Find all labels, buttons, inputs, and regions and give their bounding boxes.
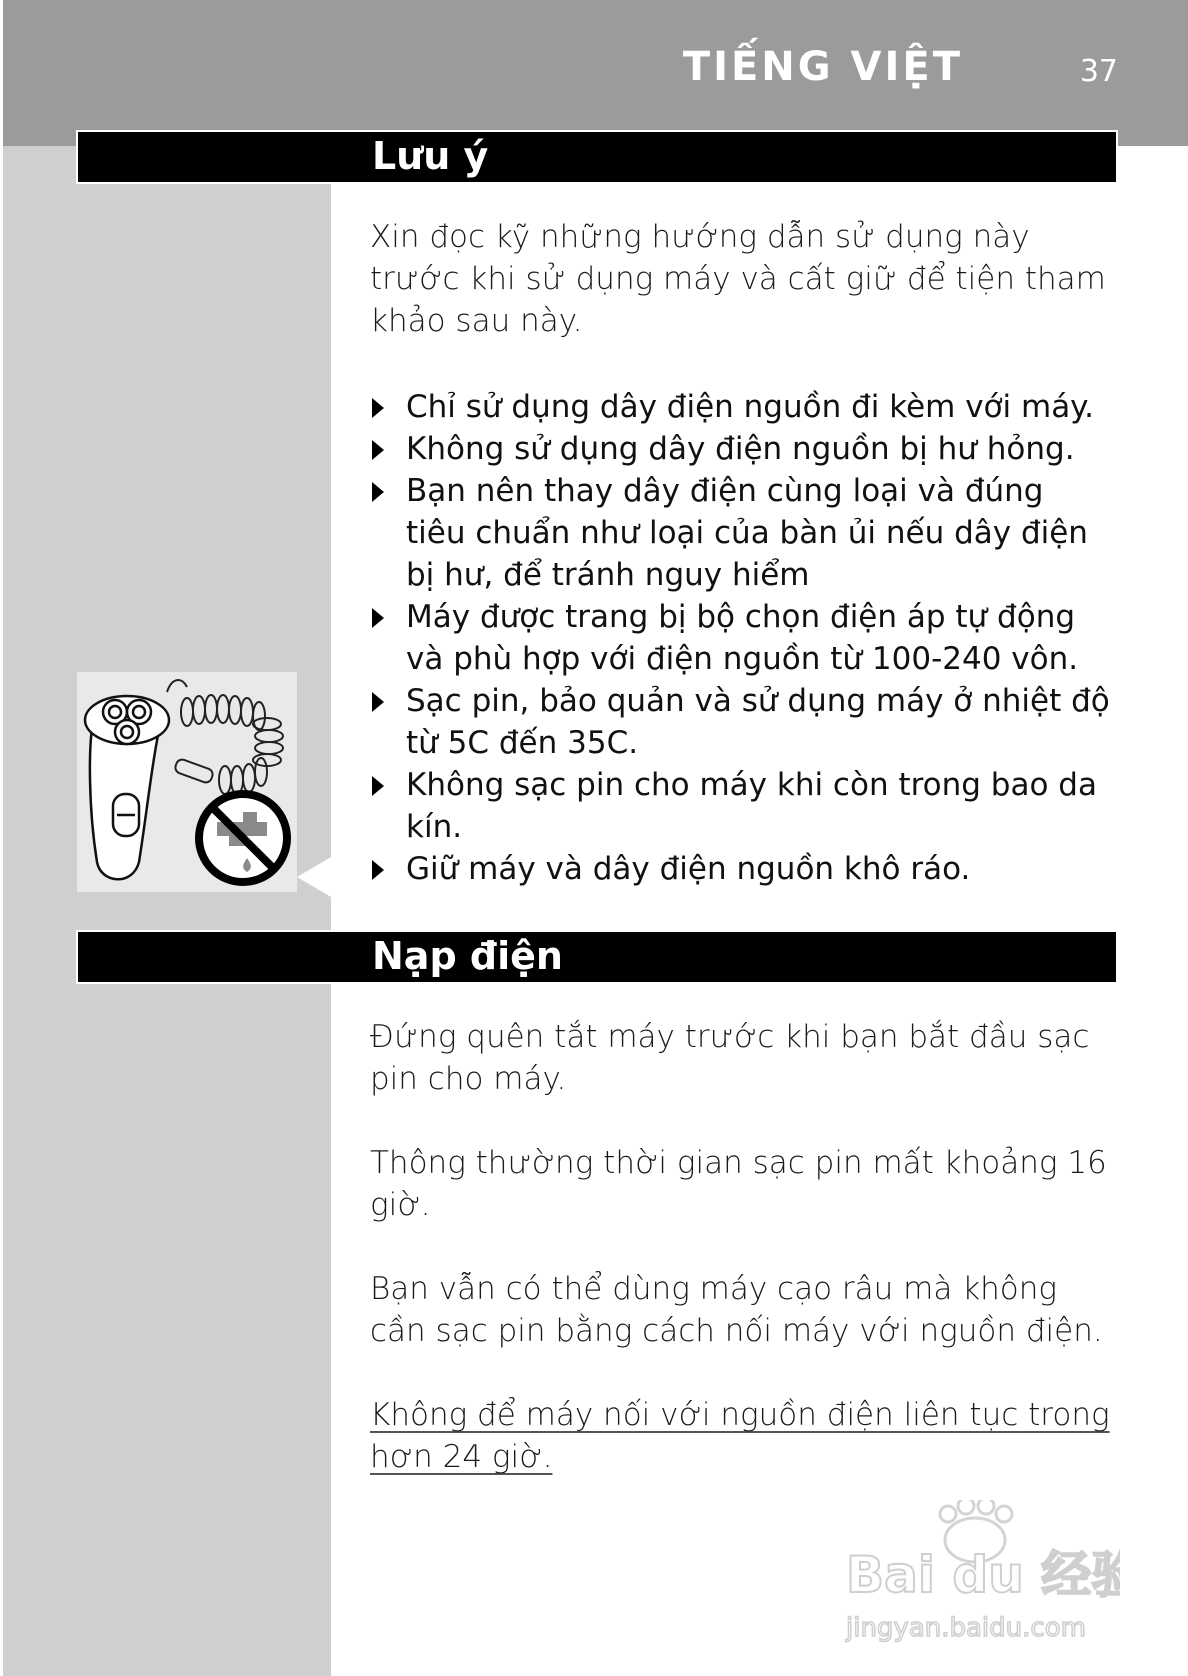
charging-paragraph-3: Bạn vẫn có thể dùng máy cạo râu mà không cần sạc pin bằng cách nối máy với nguồn điện. <box>370 1271 1103 1349</box>
list-item: Bạn nên thay dây điện cùng loại và đúng tiêu chuẩn như loại của bàn ủi nếu dây điện bị hư, để tránh nguy hiểm <box>370 470 1110 596</box>
paw-icon <box>840 1500 1120 1650</box>
left-margin-column <box>3 146 331 1676</box>
list-item: Máy được trang bị bộ chọn điện áp tự động và phù hợp với điện nguồn từ 100-240 vôn. <box>370 596 1110 680</box>
bullet-triangle-icon <box>372 608 384 628</box>
watermark-brand: Bai du 经验 <box>846 1546 1120 1604</box>
list-item: Không sạc pin cho máy khi còn trong bao da kín. <box>370 764 1110 848</box>
header-band <box>3 0 1188 146</box>
charging-paragraph-1: Đứng quên tắt máy trước khi bạn bắt đầu sạc pin cho máy. <box>370 1019 1090 1097</box>
intro-paragraph: Xin đọc kỹ những hướng dẫn sử dụng này trước khi sử dụng máy và cất giữ để tiện tham khảo sau này. <box>370 219 1106 339</box>
bullet-triangle-icon <box>372 692 384 712</box>
charging-warning: Không để máy nối với nguồn điện liên tục trong hơn 24 giờ. <box>370 1397 1110 1475</box>
illustration-pointer <box>297 857 331 897</box>
bullet-triangle-icon <box>372 482 384 502</box>
shaver-no-water-icon <box>77 672 297 892</box>
list-item: Không sử dụng dây điện nguồn bị hư hỏng. <box>370 428 1110 470</box>
watermark-url: jingyan.baidu.com <box>846 1613 1086 1643</box>
bullet-triangle-icon <box>372 398 384 418</box>
bullet-triangle-icon <box>372 860 384 880</box>
bullet-triangle-icon <box>372 440 384 460</box>
baidu-watermark <box>840 1500 1120 1650</box>
shaver-illustration <box>77 672 297 892</box>
section-heading-bar-luu-y <box>76 130 1118 184</box>
section-heading-bar-nap-dien <box>76 930 1118 984</box>
language-title: TIẾNG VIỆT <box>682 44 963 90</box>
section-title: Lưu ý <box>372 134 489 178</box>
list-item: Sạc pin, bảo quản và sử dụng máy ở nhiệt độ từ 5C đến 35C. <box>370 680 1110 764</box>
bullet-triangle-icon <box>372 776 384 796</box>
safety-bullet-list <box>370 386 1110 890</box>
section-title: Nạp điện <box>372 934 563 978</box>
list-item: Chỉ sử dụng dây điện nguồn đi kèm với máy. <box>370 386 1110 428</box>
page-number: 37 <box>1079 54 1118 89</box>
charging-paragraph-2: Thông thường thời gian sạc pin mất khoảng 16 giờ. <box>370 1145 1107 1223</box>
list-item: Giữ máy và dây điện nguồn khô ráo. <box>370 848 1110 890</box>
